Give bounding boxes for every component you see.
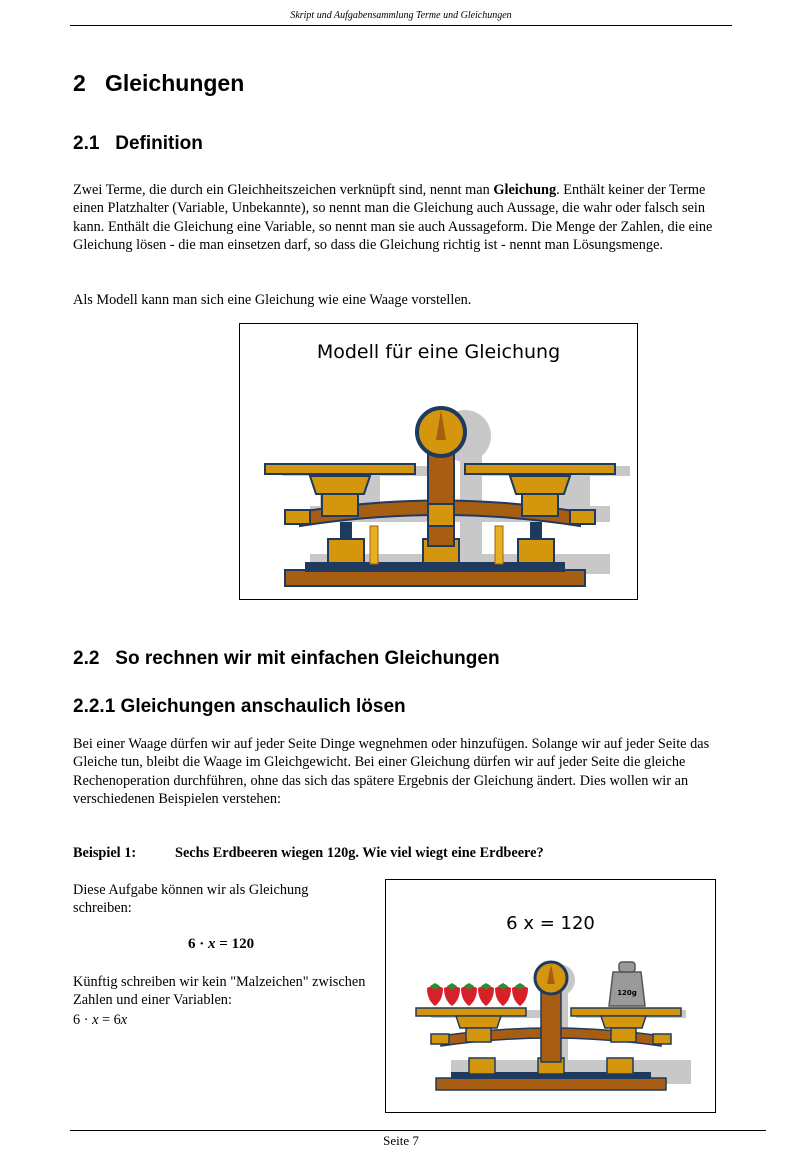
definition-paragraph (73, 181, 733, 254)
equation-right: = 120 (215, 936, 255, 952)
equation-variable: x (92, 1012, 99, 1028)
weight-label: 120g (617, 989, 637, 997)
balance-scale-illustration (260, 394, 630, 594)
equation-variable: x (208, 936, 216, 952)
section-number: 2 (73, 70, 86, 96)
equation-bold (188, 936, 254, 953)
equation-left: 6 · (188, 936, 209, 952)
subsubsection-title: Gleichungen anschaulich lösen (120, 696, 406, 717)
figure-title: Modell für eine Gleichung (316, 341, 561, 363)
equation-plain (73, 1012, 127, 1029)
example-text: Sechs Erdbeeren wiegen 120g. Wie viel wiegt eine Erdbeere? (175, 845, 544, 861)
strawberry-balance-figure (385, 879, 716, 1113)
equation-variable-2: x (120, 1012, 128, 1028)
strawberries-icon (427, 983, 528, 1006)
example-1 (73, 845, 544, 862)
model-paragraph: Als Modell kann man sich eine Gleichung wie eine Waage vorstellen. (73, 292, 472, 308)
balance-model-figure (239, 323, 638, 600)
task-paragraph: Diese Aufgabe können wir als Gleichung schreiben: (73, 882, 309, 917)
footer-rule (70, 1130, 766, 1131)
example-label: Beispiel 1: (73, 845, 137, 861)
header-rule (70, 25, 732, 26)
visual-paragraph: Bei einer Waage dürfen wir auf jeder Seite Dinge wegnehmen oder hinzufügen. Solange wir auf jeder Seite das Gleiche tun, bleibt die Waage im Gleichgewicht. Bei einer Gleichung dürfen wir auf jeder Seite die gleiche Rechenoperation durchführen, ohne das sich das spätere Ergebnis der Gleichung ändert. Dies wollen wir an verschiedenen Beispielen verstehen: (73, 736, 710, 807)
subsection-heading-calc (73, 648, 500, 670)
equation-left: 6 · (73, 1012, 93, 1028)
subsection-title: Definition (115, 133, 203, 154)
weight-icon (609, 962, 645, 1006)
definition-keyword: Gleichung (493, 182, 557, 198)
subsubsection-number: 2.2.1 (73, 696, 116, 717)
strawberry-balance-illustration (411, 950, 701, 1100)
subsection-title: So rechnen wir mit einfachen Gleichungen (115, 648, 500, 669)
equation-mid: = 6 (98, 1012, 121, 1028)
subsection-number: 2.1 (73, 133, 100, 154)
page-header: Skript und Aufgabensammlung Terme und Gleichungen (290, 10, 512, 21)
section-heading (73, 70, 244, 97)
page-number: Seite 7 (383, 1133, 419, 1148)
subsubsection-heading (73, 696, 406, 718)
subsection-number: 2.2 (73, 648, 100, 669)
definition-text-1: Zwei Terme, die durch ein Gleichheitszeichen verknüpft sind, nennt man (73, 182, 494, 198)
section-title: Gleichungen (104, 70, 245, 96)
note-paragraph: Künftig schreiben wir kein "Malzeichen" zwischen Zahlen und einer Variablen: (73, 974, 366, 1009)
subsection-heading-definition (73, 133, 203, 155)
definition-text-2: . Enthält keiner der Terme einen Platzhalter (Variable, Unbekannte), so nennt man die Gleichung auch Aussage, die wahr oder falsch sein kann. Enthält die Gleichung eine Variable, so nennt man sie auch Aussageform. Die Menge der Zahlen, die eine Gleichung lösen - die man einsetzen darf, so dass die Gleichung richtig ist - nennt man Lösungsmenge. (73, 182, 713, 253)
figure-equation-title: 6 x = 120 (506, 913, 595, 934)
